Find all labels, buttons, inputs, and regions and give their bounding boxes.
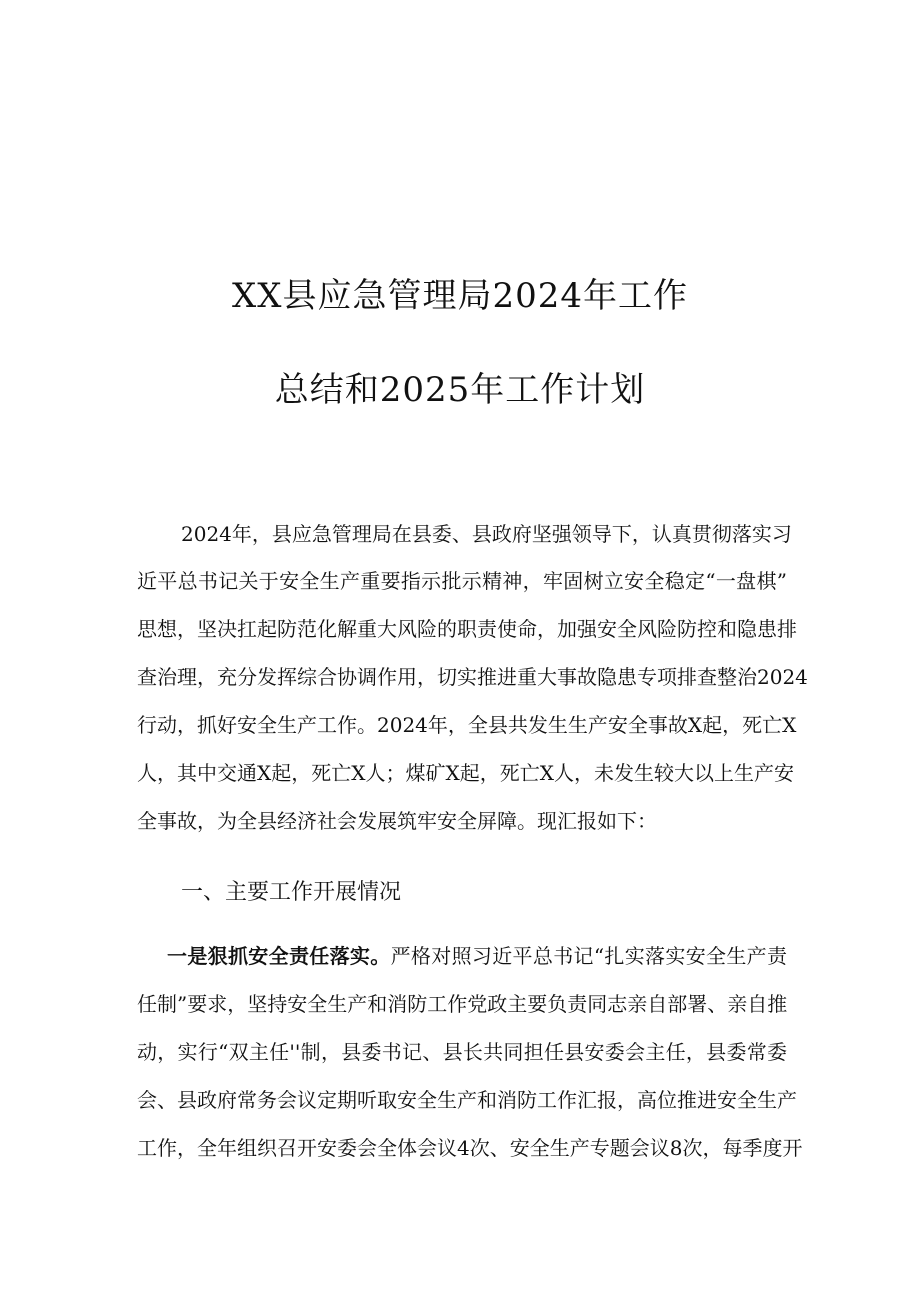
document-title-line-2: 总结和2025年工作计划	[274, 370, 646, 410]
paragraph-line: 动，实行“双主任''制，县委书记、县长共同担任县安委会主任，县委常委	[137, 1040, 787, 1064]
intro-line: 全事故，为全县经济社会发展筑牢安全屏障。现汇报如下：	[137, 809, 657, 833]
paragraph-line: 工作，全年组织召开安委会全体会议4次、安全生产专题会议8次，每季度开	[137, 1136, 803, 1160]
intro-line: 查治理，充分发挥综合协调作用，切实推进重大事故隐患专项排查整治2024	[137, 665, 808, 689]
intro-line: 人，其中交通X起，死亡X人；煤矿X起，死亡X人，未发生较大以上生产安	[137, 761, 794, 785]
intro-line: 近平总书记关于安全生产重要指示批示精神，牢固树立安全稳定“一盘棋”	[137, 569, 787, 593]
paragraph-first-line-text: 严格对照习近平总书记“扎实落实安全生产责	[390, 944, 788, 968]
intro-line: 2024年，县应急管理局在县委、县政府坚强领导下，认真贯彻落实习	[181, 522, 792, 546]
paragraph-line: 任制”要求，坚持安全生产和消防工作党政主要负责同志亲自部署、亲自推	[137, 992, 788, 1016]
paragraph-lead: 一是狠抓安全责任落实。	[167, 944, 391, 968]
paragraph-first-line	[167, 938, 787, 974]
section-heading: 一、主要工作开展情况	[181, 880, 402, 905]
paragraph-line: 会、县政府常务会议定期听取安全生产和消防工作汇报，高位推进安全生产	[137, 1088, 797, 1112]
document-title-line-1: XX县应急管理局2024年工作	[232, 276, 688, 316]
intro-line: 思想，坚决扛起防范化解重大风险的职责使命，加强安全风险防控和隐患排	[137, 617, 797, 641]
intro-line: 行动，抓好安全生产工作。2024年，全县共发生生产安全事故X起，死亡X	[137, 713, 797, 737]
